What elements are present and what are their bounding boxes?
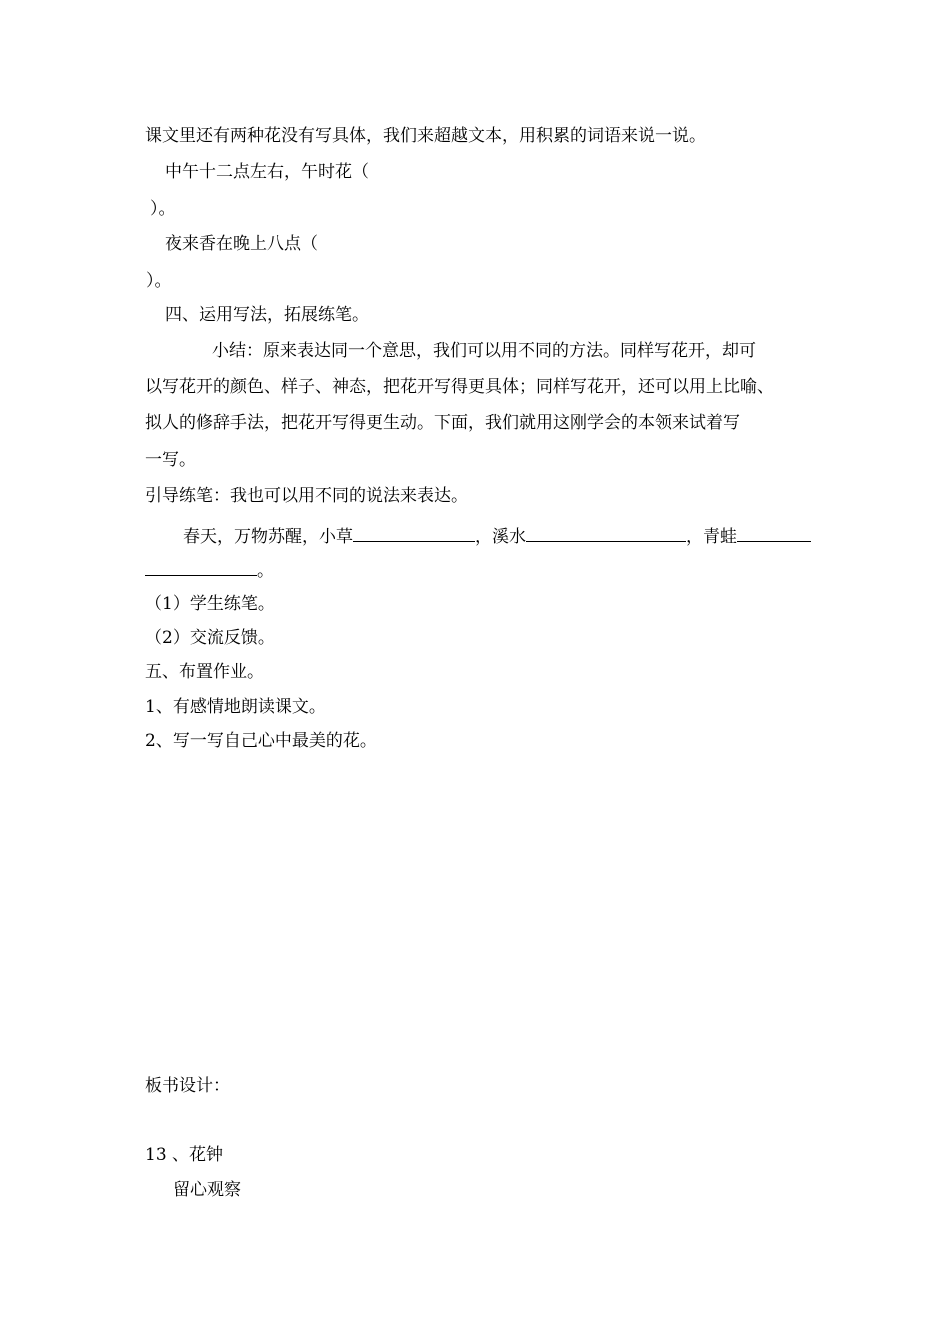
homework-2: 2、写一写自己心中最美的花。 <box>145 731 377 751</box>
blank-line-4 <box>145 557 257 576</box>
text-line-summary-4: 一写。 <box>145 450 196 470</box>
board-design-heading: 板书设计： <box>145 1076 230 1096</box>
text-line-4: 夜来香在晚上八点（ <box>165 234 318 254</box>
text-line-5: ）。 <box>146 271 172 291</box>
fill-blank-text-3: ，青蛙 <box>686 527 737 547</box>
text-line-1: 课文里还有两种花没有写具体，我们来超越文本，用积累的词语来说一说。 <box>145 126 706 146</box>
fill-blank-text-2: ，溪水 <box>475 527 526 547</box>
text-line-guide: 引导练笔：我也可以用不同的说法来表达。 <box>145 486 468 506</box>
text-line-summary-1: 小结：原来表达同一个意思，我们可以用不同的方法。同样写花开，却可 <box>212 341 756 361</box>
text-line-2: 中午十二点左右，午时花（ <box>165 162 369 182</box>
board-title: 13 、花钟 <box>145 1145 224 1165</box>
blank-line-2 <box>526 523 686 542</box>
section-heading-4: 四、运用写法，拓展练笔。 <box>165 305 369 325</box>
fill-blank-continuation <box>145 557 274 580</box>
section-heading-5: 五、布置作业。 <box>145 662 264 682</box>
step-2: （2）交流反馈。 <box>145 628 275 648</box>
text-line-3: ）。 <box>150 199 176 219</box>
fill-blank-sentence <box>183 523 811 546</box>
text-line-summary-2: 以写花开的颜色、样子、神态，把花开写得更具体；同样写花开，还可以用上比喻、 <box>145 377 774 397</box>
fill-blank-text-1: 春天，万物苏醒，小草 <box>183 527 353 547</box>
blank-line-1 <box>353 523 475 542</box>
step-1: （1）学生练笔。 <box>145 594 275 614</box>
blank-line-3 <box>737 523 811 542</box>
fill-blank-end: 。 <box>257 561 274 581</box>
text-line-summary-3: 拟人的修辞手法，把花开写得更生动。下面，我们就用这刚学会的本领来试着写 <box>145 413 740 433</box>
homework-1: 1、有感情地朗读课文。 <box>145 697 326 717</box>
board-item: 留心观察 <box>173 1180 241 1200</box>
